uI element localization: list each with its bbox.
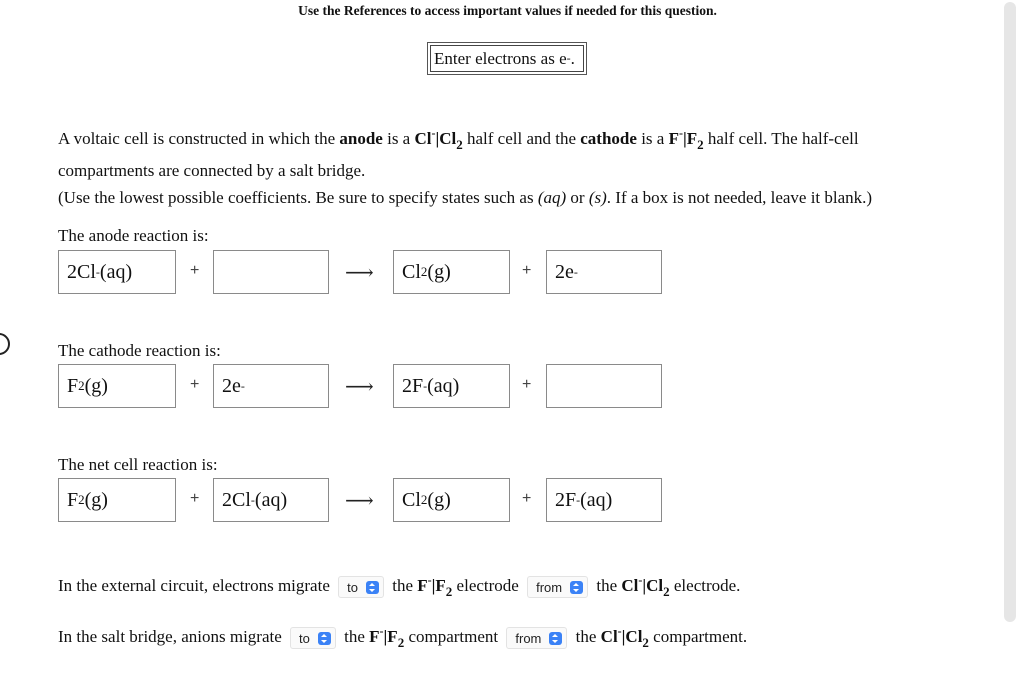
anode-word: anode [339,129,383,148]
plus-sign: + [190,376,200,393]
reaction-arrow-icon: ⟶ [345,262,374,284]
plus-sign: + [190,490,200,507]
select-arrows-icon [549,632,562,645]
external-circuit-sentence: In the external circuit, electrons migrate to the $F^-|F_2$ electrode from the $Cl^-|Cl_2$ electrode. [58,573,741,599]
hint-suffix: . [570,48,575,68]
cathode-reactant-2[interactable]: 2e - [213,364,329,408]
anode-reactant-2[interactable] [213,250,329,294]
reaction-arrow-icon: ⟶ [345,376,374,398]
instruction-text: (Use the lowest possible coefficients. Be sure to specify states such as (aq) or (s). If a box is not needed, leave it blank.) [58,188,873,207]
fluorine-electrode-couple: $F^-|F_2$ [417,573,453,599]
net-reactant-1[interactable]: F 2 (g) [58,478,176,522]
intro-text-1: A voltaic cell is constructed in which the [58,129,340,148]
anode-product-1[interactable]: Cl 2 (g) [393,250,510,294]
external-direction-select-1[interactable]: to [338,576,384,598]
anode-reactant-1[interactable]: 2Cl - (aq) [58,250,176,294]
intro-text-4: is a [636,129,669,148]
cathode-couple: $F^-|F_2$ [668,126,704,152]
select-arrows-icon [570,581,583,594]
chlorine-electrode-couple: $Cl^-|Cl_2$ [621,573,670,599]
chlorine-compartment-couple: $Cl^-|Cl_2$ [600,624,649,650]
anode-product-2[interactable]: 2e - [546,250,662,294]
cathode-word: cathode [580,129,637,148]
anode-reaction [58,250,662,296]
hint-prefix: Enter electrons as e [434,48,567,68]
intro-text-2: is a [382,129,415,148]
cathode-label: The cathode reaction is: [58,341,221,360]
plus-sign: + [190,262,200,279]
saltbridge-direction-select-1[interactable]: to [290,627,336,649]
net-reaction [58,478,662,524]
plus-sign: + [522,490,532,507]
anode-label: The anode reaction is: [58,226,209,245]
hint-sup: - [566,51,571,65]
fluorine-compartment-couple: $F^-|F_2$ [369,624,405,650]
saltbridge-direction-select-2[interactable]: from [506,627,567,649]
external-direction-select-2[interactable]: from [527,576,588,598]
references-note: Use the References to access important values if needed for this question. [298,3,717,18]
select-arrows-icon [318,632,331,645]
anode-couple: $Cl^-|Cl_2$ [414,126,463,152]
cathode-product-1[interactable]: 2F - (aq) [393,364,510,408]
select-arrows-icon [366,581,379,594]
net-product-1[interactable]: Cl 2 (g) [393,478,510,522]
net-product-2[interactable]: 2F - (aq) [546,478,662,522]
cathode-product-2[interactable] [546,364,662,408]
reaction-arrow-icon: ⟶ [345,490,374,512]
electron-hint-box [427,42,587,75]
plus-sign: + [522,376,532,393]
plus-sign: + [522,262,532,279]
side-circle-icon[interactable] [0,333,10,355]
intro-text-5: half cell. The half-cell compartments are connected by a salt bridge. [58,129,859,180]
salt-bridge-sentence: In the salt bridge, anions migrate to the $F^-|F_2$ compartment from the $Cl^-|Cl_2$ compartment. [58,624,748,650]
intro-text-3: half cell and the [462,129,581,148]
cathode-reactant-1[interactable]: F 2 (g) [58,364,176,408]
net-reactant-2[interactable]: 2Cl - (aq) [213,478,329,522]
net-label: The net cell reaction is: [58,455,218,474]
intro-paragraph [58,120,958,184]
scrollbar[interactable] [1004,2,1016,622]
cathode-reaction [58,364,662,410]
